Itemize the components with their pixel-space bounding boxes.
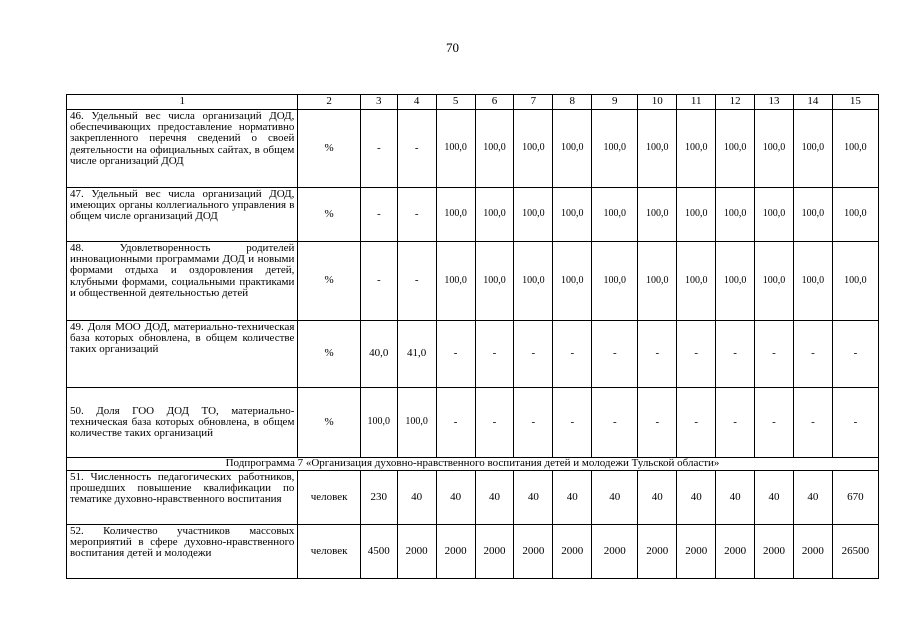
value-cell: - <box>832 321 878 388</box>
value-cell: 2000 <box>592 525 638 579</box>
value-cell: 100,0 <box>514 188 553 242</box>
value-cell: 100,0 <box>397 388 436 458</box>
value-cell: - <box>475 321 514 388</box>
header-cell: 9 <box>592 95 638 110</box>
value-cell: - <box>514 388 553 458</box>
value-cell: 100,0 <box>514 110 553 188</box>
page-number: 70 <box>446 40 459 55</box>
value-cell: - <box>638 388 677 458</box>
table-row <box>67 388 879 458</box>
value-cell: 2000 <box>397 525 436 579</box>
value-cell: 2000 <box>638 525 677 579</box>
value-cell: 2000 <box>716 525 755 579</box>
value-cell: - <box>360 110 397 188</box>
header-cell: 10 <box>638 95 677 110</box>
value-cell: 26500 <box>832 525 878 579</box>
value-cell: - <box>397 110 436 188</box>
value-cell: 100,0 <box>677 188 716 242</box>
value-cell: 100,0 <box>755 242 794 321</box>
value-cell: 40,0 <box>360 321 397 388</box>
indicator-label: 51. Численность педагогических работников, прошедших повышение квалификации по тематике духовно-нравственного воспитания <box>67 471 298 525</box>
value-cell: - <box>592 321 638 388</box>
indicator-label: 46. Удельный вес числа организаций ДОД, обеспечивающих предоставление нормативно закрепленного перечня сведений о своей деятельности на официальных сайтах, в общем числе организаций ДОД <box>67 110 298 188</box>
value-cell: 2000 <box>475 525 514 579</box>
value-cell: 100,0 <box>436 242 475 321</box>
header-cell: 13 <box>755 95 794 110</box>
header-cell: 6 <box>475 95 514 110</box>
value-cell: 100,0 <box>793 110 832 188</box>
unit-cell: человек <box>298 471 360 525</box>
header-cell: 15 <box>832 95 878 110</box>
value-cell: 100,0 <box>475 110 514 188</box>
table-row <box>67 242 879 321</box>
subprogram-title: Подпрограмма 7 «Организация духовно-нравственного воспитания детей и молодежи Тульской области» <box>67 458 879 471</box>
value-cell: 2000 <box>436 525 475 579</box>
indicator-label: 47. Удельный вес числа организаций ДОД, имеющих органы коллегиального управления в общем числе организаций ДОД <box>67 188 298 242</box>
header-cell: 2 <box>298 95 360 110</box>
header-cell: 11 <box>677 95 716 110</box>
value-cell: - <box>592 388 638 458</box>
unit-cell: % <box>298 321 360 388</box>
table-row <box>67 110 879 188</box>
value-cell: - <box>755 321 794 388</box>
table-row <box>67 471 879 525</box>
unit-cell: % <box>298 188 360 242</box>
header-cell: 14 <box>793 95 832 110</box>
value-cell: - <box>638 321 677 388</box>
table-row <box>67 321 879 388</box>
header-cell: 7 <box>514 95 553 110</box>
unit-cell: человек <box>298 525 360 579</box>
value-cell: 40 <box>475 471 514 525</box>
value-cell: 100,0 <box>592 188 638 242</box>
value-cell: 40 <box>553 471 592 525</box>
value-cell: 230 <box>360 471 397 525</box>
header-cell: 3 <box>360 95 397 110</box>
value-cell: - <box>793 388 832 458</box>
value-cell: - <box>514 321 553 388</box>
value-cell: - <box>360 188 397 242</box>
value-cell: - <box>397 188 436 242</box>
value-cell: 4500 <box>360 525 397 579</box>
value-cell: 2000 <box>514 525 553 579</box>
header-cell: 5 <box>436 95 475 110</box>
value-cell: - <box>793 321 832 388</box>
value-cell: 100,0 <box>793 242 832 321</box>
value-cell: 100,0 <box>755 188 794 242</box>
value-cell: 40 <box>716 471 755 525</box>
value-cell: 100,0 <box>592 110 638 188</box>
header-cell: 12 <box>716 95 755 110</box>
value-cell: - <box>716 388 755 458</box>
value-cell: 100,0 <box>638 188 677 242</box>
value-cell: - <box>436 388 475 458</box>
indicator-table <box>66 94 879 579</box>
value-cell: 100,0 <box>475 242 514 321</box>
value-cell: 40 <box>514 471 553 525</box>
value-cell: - <box>475 388 514 458</box>
value-cell: 40 <box>677 471 716 525</box>
value-cell: 2000 <box>553 525 592 579</box>
value-cell: 2000 <box>755 525 794 579</box>
indicator-label: 50. Доля ГОО ДОД ТО, материально-техническая база которых обновлена, в общем количестве таких организаций <box>67 388 298 458</box>
indicator-label: 52. Количество участников массовых мероприятий в сфере духовно-нравственного воспитания детей и молодежи <box>67 525 298 579</box>
value-cell: 670 <box>832 471 878 525</box>
value-cell: - <box>436 321 475 388</box>
value-cell: - <box>716 321 755 388</box>
unit-cell: % <box>298 110 360 188</box>
value-cell: 100,0 <box>638 110 677 188</box>
value-cell: 2000 <box>677 525 716 579</box>
value-cell: 100,0 <box>553 188 592 242</box>
value-cell: 100,0 <box>716 242 755 321</box>
unit-cell: % <box>298 242 360 321</box>
value-cell: 100,0 <box>677 110 716 188</box>
value-cell: 100,0 <box>716 188 755 242</box>
unit-cell: % <box>298 388 360 458</box>
value-cell: 100,0 <box>436 110 475 188</box>
value-cell: - <box>553 321 592 388</box>
value-cell: 100,0 <box>638 242 677 321</box>
value-cell: 100,0 <box>553 242 592 321</box>
value-cell: - <box>755 388 794 458</box>
value-cell: - <box>553 388 592 458</box>
value-cell: 41,0 <box>397 321 436 388</box>
value-cell: 40 <box>755 471 794 525</box>
header-cell: 4 <box>397 95 436 110</box>
value-cell: 100,0 <box>716 110 755 188</box>
header-cell: 8 <box>553 95 592 110</box>
value-cell: 40 <box>592 471 638 525</box>
value-cell: 100,0 <box>677 242 716 321</box>
value-cell: 40 <box>638 471 677 525</box>
value-cell: - <box>360 242 397 321</box>
value-cell: 100,0 <box>832 110 878 188</box>
value-cell: - <box>677 321 716 388</box>
value-cell: 100,0 <box>514 242 553 321</box>
value-cell: 100,0 <box>553 110 592 188</box>
indicator-label: 48. Удовлетворенность родителей инновационными программами ДОД и новыми формами отдыха и оздоровления детей, клубными формами, социальными практиками и общественной деятельностью детей <box>67 242 298 321</box>
value-cell: 40 <box>436 471 475 525</box>
header-cell: 1 <box>67 95 298 110</box>
value-cell: 100,0 <box>436 188 475 242</box>
subprogram-row <box>67 458 879 471</box>
table-header-row <box>67 95 879 110</box>
table-row <box>67 525 879 579</box>
value-cell: 100,0 <box>592 242 638 321</box>
value-cell: 100,0 <box>793 188 832 242</box>
value-cell: 100,0 <box>832 188 878 242</box>
value-cell: 100,0 <box>475 188 514 242</box>
indicator-label: 49. Доля МОО ДОД, материально-техническая база которых обновлена, в общем количестве таких организаций <box>67 321 298 388</box>
value-cell: 40 <box>397 471 436 525</box>
value-cell: 100,0 <box>360 388 397 458</box>
table-row <box>67 188 879 242</box>
value-cell: - <box>677 388 716 458</box>
value-cell: - <box>832 388 878 458</box>
value-cell: - <box>397 242 436 321</box>
value-cell: 40 <box>793 471 832 525</box>
value-cell: 2000 <box>793 525 832 579</box>
value-cell: 100,0 <box>832 242 878 321</box>
value-cell: 100,0 <box>755 110 794 188</box>
